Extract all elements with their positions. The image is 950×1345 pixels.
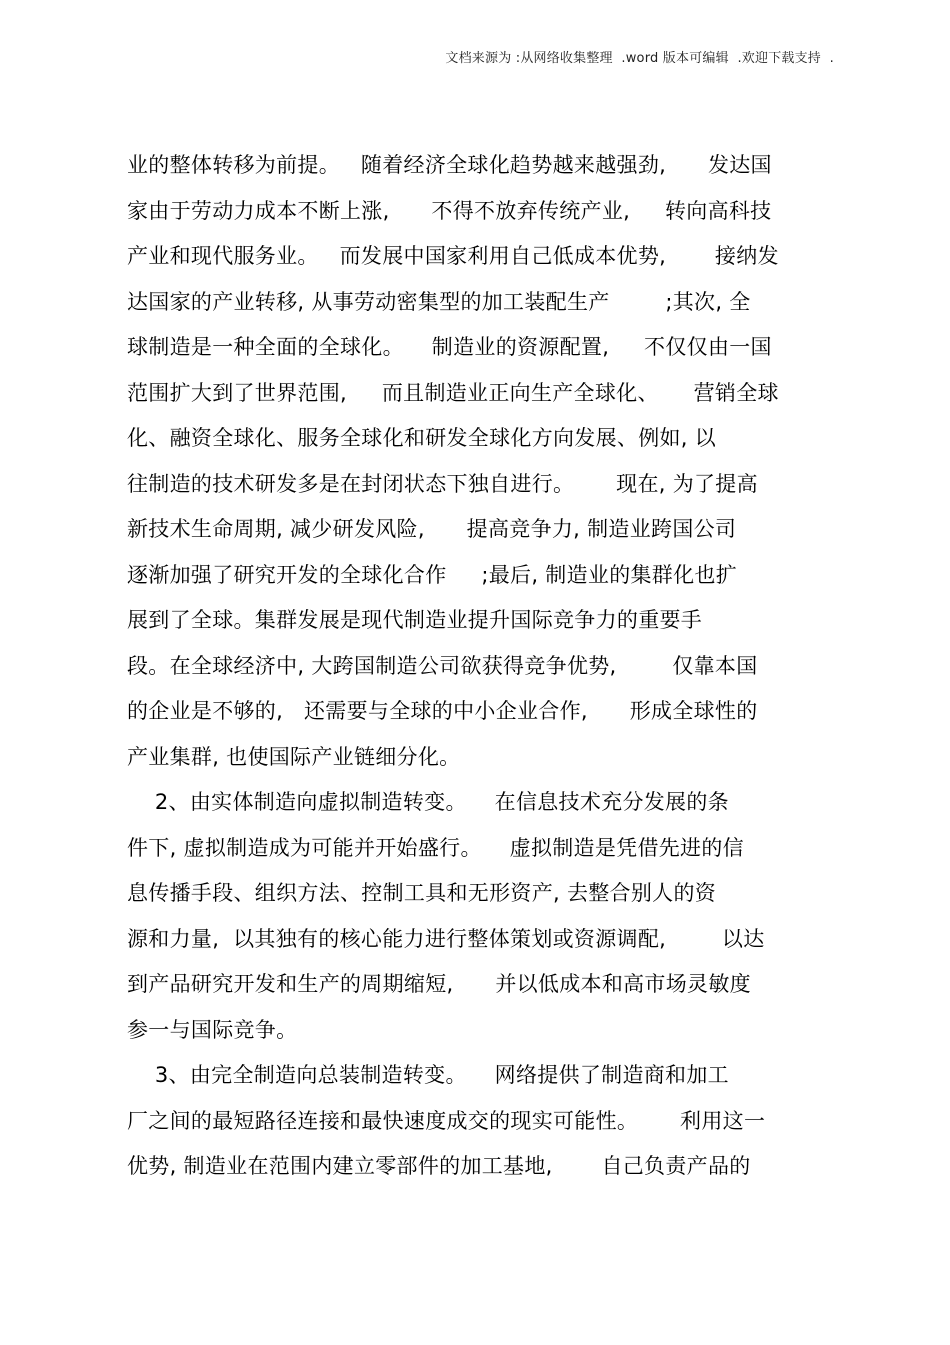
page-header: 文档来源为 :从网络收集整理 .word 版本可编辑 .欢迎下载支持 .	[445, 51, 834, 66]
body-text	[127, 143, 827, 1190]
text-line: 展到了全球。集群发展是现代制造业提升国际竞争力的重要手	[127, 608, 703, 632]
text-line: 的企业是不够的, 还需要与全球的中小企业合作, 形成全球性的	[127, 699, 758, 723]
text-line: 2、由实体制造向虚拟制造转变。 在信息技术充分发展的条	[127, 790, 729, 814]
text-line: 参一与国际竞争。	[127, 1017, 298, 1042]
text-line: 球制造是一种全面的全球化。 制造业的资源配置, 不仅仅由一国	[127, 335, 772, 359]
text-line: 到产品研究开发和生产的周期缩短, 并以低成本和高市场灵敏度	[127, 972, 751, 996]
text-line: 产业集群, 也使国际产业链细分化。	[127, 744, 461, 769]
text-line: 家由于劳动力成本不断上涨, 不得不放弃传统产业, 转向高科技	[127, 198, 772, 223]
text-line: 达国家的产业转移, 从事劳动密集型的加工装配生产 ;其次, 全	[127, 289, 751, 314]
text-line: 逐渐加强了研究开发的全球化合作 ;最后, 制造业的集群化也扩	[127, 562, 737, 587]
text-line: 业的整体转移为前提。 随着经济全球化趋势越来越强劲, 发达国	[127, 153, 772, 177]
text-line: 往制造的技术研发多是在封闭状态下独自进行。 现在, 为了提高	[127, 471, 758, 496]
text-line: 优势, 制造业在范围内建立零部件的加工基地, 自己负责产品的	[127, 1154, 751, 1178]
text-line: 产业和现代服务业。 而发展中国家利用自己低成本优势, 接纳发	[127, 244, 779, 268]
text-line: 3、由完全制造向总装制造转变。 网络提供了制造商和加工	[127, 1063, 729, 1087]
text-line: 件下, 虚拟制造成为可能并开始盛行。 虚拟制造是凭借先进的信	[127, 835, 744, 860]
text-line: 新技术生命周期, 减少研发风险, 提高竞争力, 制造业跨国公司	[127, 517, 737, 541]
text-line: 化、融资全球化、服务全球化和研发全球化方向发展、例如, 以	[127, 426, 717, 450]
text-line: 源和力量, 以其独有的核心能力进行整体策划或资源调配, 以达	[127, 926, 765, 951]
text-line: 段。在全球经济中, 大跨国制造公司欲获得竞争优势, 仅靠本国	[127, 653, 758, 678]
text-line: 息传播手段、组织方法、控制工具和无形资产, 去整合别人的资	[127, 881, 717, 905]
text-line: 范围扩大到了世界范围, 而且制造业正向生产全球化、 营销全球	[127, 380, 779, 405]
text-line: 厂之间的最短路径连接和最快速度成交的现实可能性。 利用这一	[127, 1108, 766, 1133]
